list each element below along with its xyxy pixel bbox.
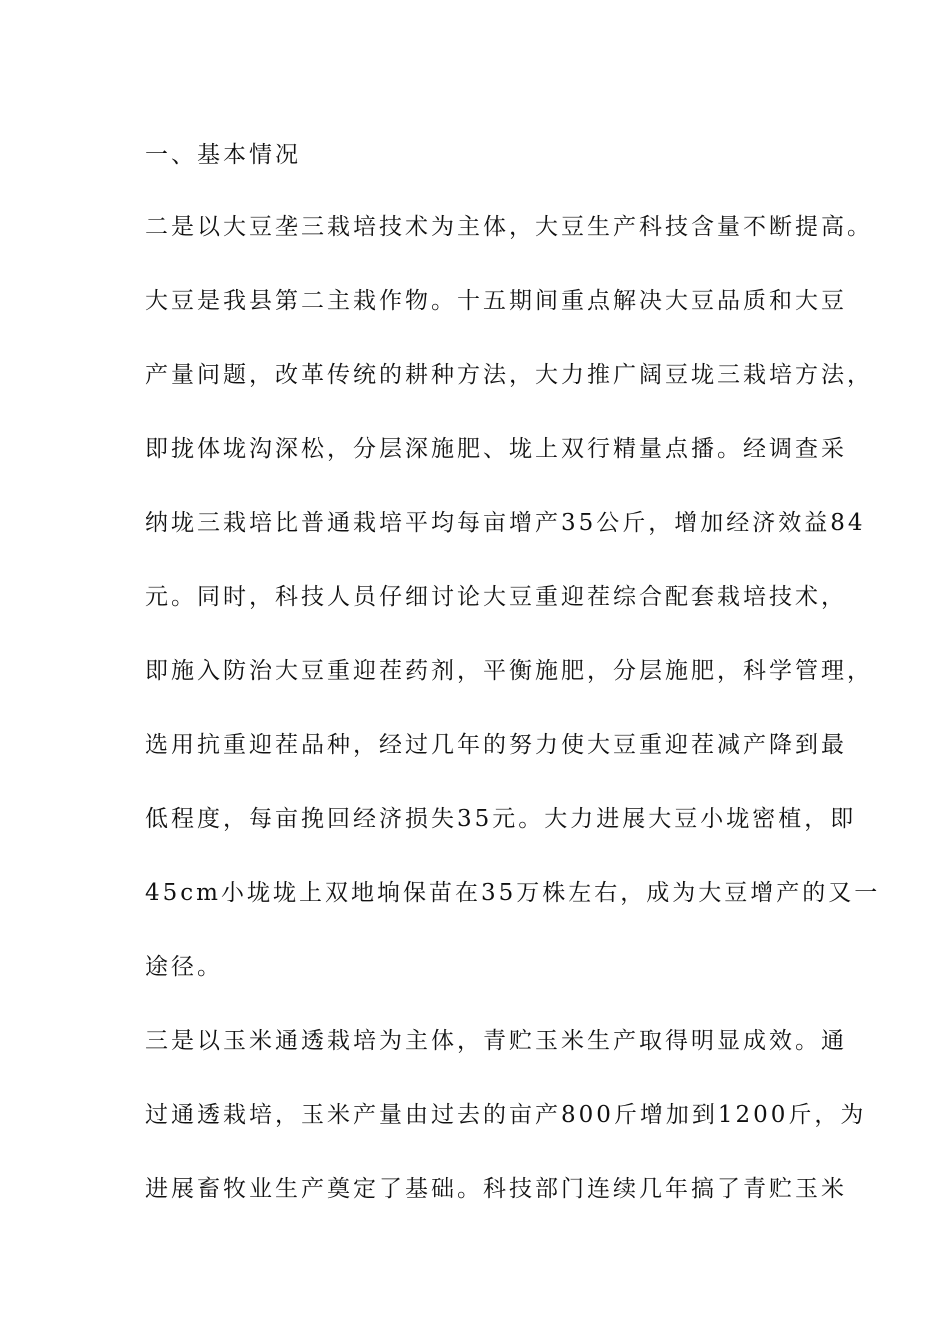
paragraph-line: 选用抗重迎茬品种，经过几年的努力使大豆重迎茬减产降到最 bbox=[145, 732, 847, 758]
paragraph-line: 途径。 bbox=[145, 954, 223, 980]
section-heading: 一、基本情况 bbox=[145, 142, 301, 168]
paragraph-line: 过通透栽培，玉米产量由过去的亩产800斤增加到1200斤，为 bbox=[145, 1102, 867, 1128]
paragraph-line: 进展畜牧业生产奠定了基础。科技部门连续几年搞了青贮玉米 bbox=[145, 1176, 847, 1202]
paragraph-line: 三是以玉米通透栽培为主体，青贮玉米生产取得明显成效。通 bbox=[145, 1028, 847, 1054]
paragraph-line: 即拢体垅沟深松，分层深施肥、垅上双行精量点播。经调查采 bbox=[145, 436, 847, 462]
paragraph-line: 45cm小垅垅上双地垧保苗在35万株左右，成为大豆增产的又一 bbox=[145, 880, 881, 906]
paragraph-line: 二是以大豆垄三栽培技术为主体，大豆生产科技含量不断提高。 bbox=[145, 214, 873, 240]
paragraph-line: 产量问题，改革传统的耕种方法，大力推广阔豆垅三栽培方法， bbox=[145, 362, 873, 388]
paragraph-line: 低程度，每亩挽回经济损失35元。大力进展大豆小垅密植，即 bbox=[145, 806, 857, 832]
paragraph-line: 元。同时，科技人员仔细讨论大豆重迎茬综合配套栽培技术， bbox=[145, 584, 847, 610]
paragraph-line: 纳垅三栽培比普通栽培平均每亩增产35公斤，增加经济效益84 bbox=[145, 510, 866, 536]
paragraph-line: 大豆是我县第二主栽作物。十五期间重点解决大豆品质和大豆 bbox=[145, 288, 847, 314]
paragraph-line: 即施入防治大豆重迎茬药剂，平衡施肥，分层施肥，科学管理， bbox=[145, 658, 873, 684]
